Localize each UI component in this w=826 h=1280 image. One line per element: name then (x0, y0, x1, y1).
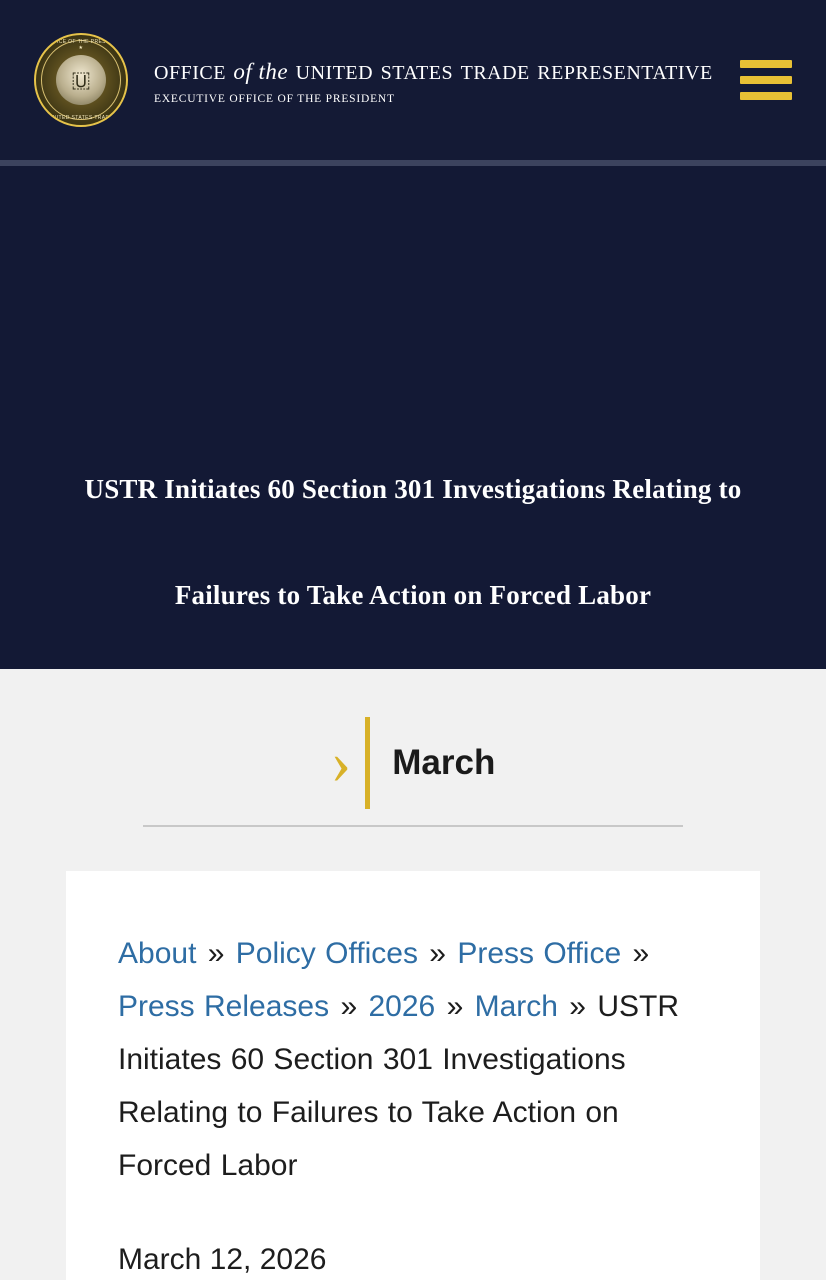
page-title: USTR Initiates 60 Section 301 Investigations Relating to Failures to Take Action on Forced Labor (84, 474, 742, 610)
site-header (0, 0, 826, 160)
breadcrumb-separator: » (446, 990, 464, 1023)
section-accent-bar (365, 717, 370, 809)
breadcrumb-item-policy-offices[interactable]: Policy Offices (235, 937, 418, 970)
hamburger-bar-1 (740, 60, 792, 68)
chevron-right-icon: › (330, 729, 352, 797)
hamburger-bar-3 (740, 92, 792, 100)
wordmark-line-2: EXECUTIVE OFFICE OF THE PRESIDENT (154, 93, 395, 105)
hamburger-bar-2 (740, 76, 792, 84)
breadcrumb-item-about[interactable]: About (118, 937, 197, 970)
content-region (0, 669, 826, 1280)
breadcrumb-item-current: USTR Initiates 60 Section 301 Investigations Relating to Failures to Take Action on Forced Labor (118, 990, 679, 1182)
breadcrumb-item-press-releases[interactable]: Press Releases (118, 990, 330, 1023)
breadcrumb-separator: » (569, 990, 586, 1023)
breadcrumb-item-press-office[interactable]: Press Office (457, 937, 622, 970)
header-brand[interactable] (34, 33, 728, 127)
breadcrumb-item-march[interactable]: March (474, 990, 558, 1023)
eagle-icon: 🇺 (71, 67, 91, 92)
breadcrumb-separator: » (340, 990, 358, 1023)
seal-ring-text (36, 35, 126, 125)
breadcrumb (118, 927, 710, 1192)
hamburger-menu-icon[interactable] (740, 60, 792, 100)
breadcrumb-separator: » (207, 937, 225, 970)
section-divider (143, 825, 683, 827)
breadcrumb-separator: » (429, 937, 446, 970)
site-wordmark (154, 55, 713, 105)
seal-ring-bottom-text: UNITED STATES TRADE (48, 115, 114, 121)
seal-ring-top-text: ★ OFFICE OF THE PRESIDENT ★ (39, 39, 123, 51)
section-header (0, 669, 826, 809)
breadcrumb-item-2026[interactable]: 2026 (368, 990, 436, 1023)
wordmark-line-1 (154, 55, 713, 87)
breadcrumb-separator: » (632, 937, 650, 970)
section-title: March (392, 743, 496, 782)
article-card (66, 871, 760, 1280)
wordmark-ofthe: of the (233, 59, 289, 84)
hero-banner (0, 166, 826, 669)
wordmark-ustr: united states trade representative (295, 55, 713, 86)
article-publish-date: March 12, 2026 (118, 1243, 327, 1276)
us-seal-icon (34, 33, 128, 127)
wordmark-office: office (154, 55, 226, 86)
